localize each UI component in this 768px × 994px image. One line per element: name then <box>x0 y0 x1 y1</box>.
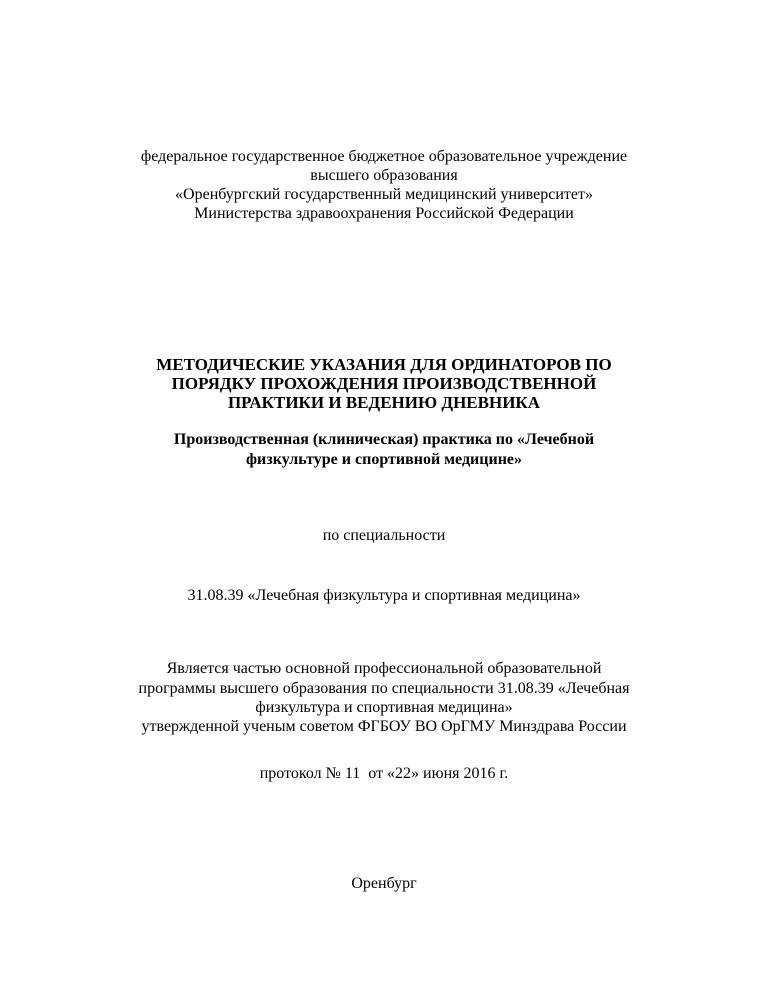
subtitle-line-2: физкультуре и спортивной медицине» <box>245 451 523 468</box>
specialty-label: по специальности <box>322 527 446 544</box>
title-line-3: ПРАКТИКИ И ВЕДЕНИЮ ДНЕВНИКА <box>227 393 541 412</box>
title-line-2: ПОРЯДКУ ПРОХОЖДЕНИЯ ПРОИЗВОДСТВЕННОЙ <box>171 374 597 393</box>
program-line-3: физкультура и спортивная медицина» <box>255 699 513 716</box>
program-line-2: программы высшего образования по специальности 31.08.39 «Лечебная <box>138 680 630 697</box>
protocol-line: протокол № 11 от «22» июня 2016 г. <box>259 765 509 782</box>
institution-line-2: высшего образования <box>310 167 458 184</box>
title-line-1: МЕТОДИЧЕСКИЕ УКАЗАНИЯ ДЛЯ ОРДИНАТОРОВ ПО <box>156 355 612 374</box>
specialty-value: 31.08.39 «Лечебная физкультура и спортивная медицина» <box>187 587 581 604</box>
institution-line-4: Министерства здравоохранения Российской Федерации <box>194 205 574 222</box>
city: Оренбург <box>351 875 417 892</box>
program-line-1: Является частью основной профессиональной образовательной <box>166 660 602 677</box>
program-line-4: утвержденной ученым советом ФГБОУ ВО ОрГМУ Минздрава России <box>141 718 627 735</box>
institution-line-1: федеральное государственное бюджетное образовательное учреждение <box>140 148 628 165</box>
institution-line-3: «Оренбургский государственный медицинский университет» <box>175 186 593 203</box>
subtitle-line-1: Производственная (клиническая) практика по «Лечебной <box>173 431 595 448</box>
